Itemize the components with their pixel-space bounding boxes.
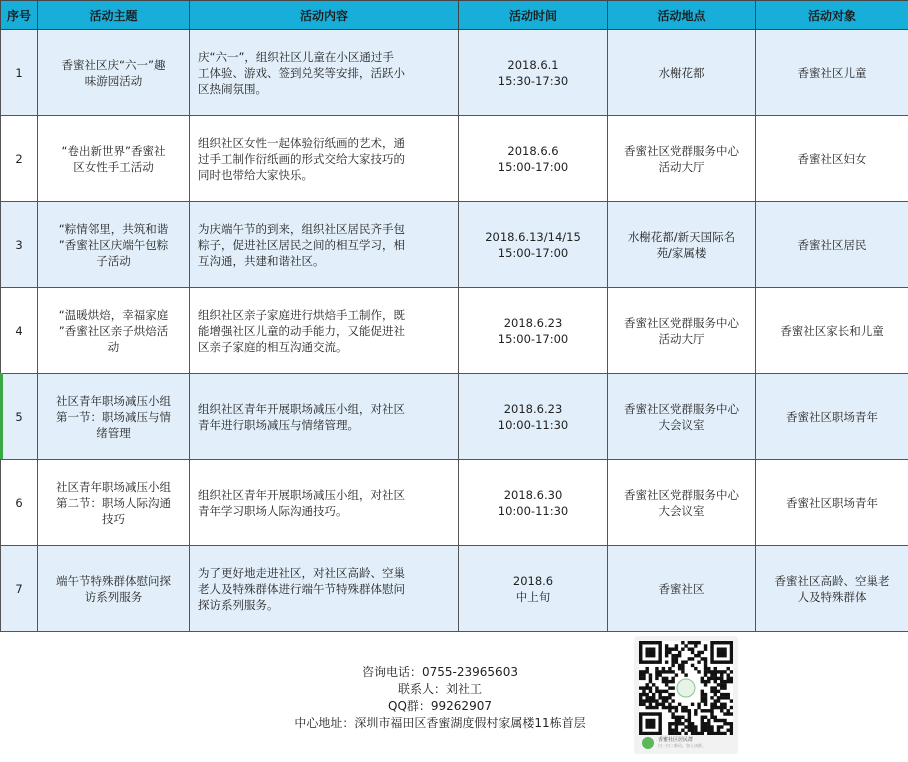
row-target (756, 288, 908, 374)
row-time-line: 15:00-17:00 (497, 245, 569, 260)
row-target-line: 香蜜社区职场青年 (786, 409, 878, 424)
row-number: 4 (1, 288, 38, 374)
row-target (756, 30, 908, 116)
row-topic-line: “温暖烘焙，幸福家庭 (58, 307, 169, 322)
row-topic (38, 288, 190, 374)
row-topic-line: 动 (107, 339, 120, 354)
row-place-line: 香蜜社区党群服务中心 (624, 315, 739, 330)
row-place-line: 大会议室 (658, 503, 705, 518)
row-content-line: 组织社区女性一起体验衍纸画的艺术，通 (198, 135, 405, 150)
contact-qq: QQ群：99262907 (388, 699, 492, 713)
row-time-line: 2018.6.1 (507, 57, 559, 72)
row-place-line: 香蜜社区 (658, 581, 705, 596)
table-row (1, 546, 908, 632)
row-place (608, 288, 756, 374)
row-time-line: 2018.6.23 (503, 401, 563, 416)
row-time (459, 116, 608, 202)
row-content-line: 组织社区青年开展职场减压小组，对社区 (198, 401, 405, 416)
row-target-line: 香蜜社区高龄、空巢老 (774, 573, 890, 588)
contact-info (240, 664, 640, 732)
row-number: 6 (1, 460, 38, 546)
row-content-line: 组织社区亲子家庭进行烘焙手工制作，既 (198, 307, 405, 322)
row-time-line: 2018.6.6 (507, 143, 559, 158)
table-row (1, 116, 908, 202)
row-topic (38, 116, 190, 202)
row-time (459, 460, 608, 546)
row-topic-line: 绪管理 (96, 425, 131, 440)
row-time-line: 2018.6 (512, 573, 554, 588)
row-place-line: 大会议室 (658, 417, 705, 432)
row-content (190, 460, 459, 546)
row-content (190, 30, 459, 116)
row-topic-line: 子活动 (96, 253, 131, 268)
row-highlight-bar (0, 373, 3, 459)
header-place: 活动地点 (608, 1, 756, 30)
row-time-line: 10:00-11:30 (497, 503, 569, 518)
row-place (608, 116, 756, 202)
row-topic-line: 社区青年职场减压小组 (56, 393, 171, 408)
row-target (756, 460, 908, 546)
row-content (190, 202, 459, 288)
row-content-line: 为了更好地走进社区，对社区高龄、空巢 (198, 565, 405, 580)
table-row (1, 30, 908, 116)
row-content (190, 116, 459, 202)
row-topic (38, 202, 190, 288)
row-content-line: 青年学习职场人际沟通技巧。 (198, 503, 348, 518)
row-topic (38, 374, 190, 460)
row-topic-line: 区女性手工活动 (73, 159, 154, 174)
header-time: 活动时间 (459, 1, 608, 30)
row-content (190, 546, 459, 632)
row-place-line: 水榭花都 (658, 65, 705, 80)
contact-address: 中心地址：深圳市福田区香蜜湖度假村家属楼11栋首层 (294, 716, 586, 730)
contact-person: 联系人：刘社工 (397, 682, 482, 696)
row-target-line: 香蜜社区妇女 (797, 151, 867, 166)
contact-phone: 咨询电话：0755-23965603 (362, 665, 518, 679)
row-content-line: 区亲子家庭的相互沟通交流。 (198, 339, 348, 354)
row-content-line: 为庆端午节的到来，组织社区居民齐手包 (198, 221, 405, 236)
row-topic-line: 访系列服务 (84, 589, 143, 604)
row-content-line: 工体验、游戏、签到兑奖等安排，活跃小 (198, 65, 405, 80)
row-topic (38, 460, 190, 546)
table-body (1, 30, 908, 632)
row-topic-line: 端午节特殊群体慰问探 (56, 573, 171, 588)
row-content-line: 能增强社区儿童的动手能力，又能促进社 (198, 323, 405, 338)
row-content-line: 互沟通，共建和谐社区。 (198, 253, 325, 268)
row-time-line: 2018.6.30 (503, 487, 563, 502)
row-topic-line: “卷出新世界”香蜜社 (61, 143, 166, 158)
row-time (459, 288, 608, 374)
header-target: 活动对象 (756, 1, 908, 30)
row-target-line: 香蜜社区职场青年 (786, 495, 878, 510)
row-place (608, 202, 756, 288)
row-time-line: 2018.6.23 (503, 315, 563, 330)
row-place (608, 374, 756, 460)
row-topic-line: 香蜜社区庆“六一”趣 (61, 57, 166, 72)
qr-group-name: 香蜜社区居民群 (658, 737, 694, 743)
table-row (1, 288, 908, 374)
row-place (608, 30, 756, 116)
row-content-line: 庆“六一”，组织社区儿童在小区通过手 (198, 49, 394, 64)
row-content (190, 374, 459, 460)
row-target-line: 香蜜社区居民 (797, 237, 867, 252)
row-time-line: 2018.6.13/14/15 (485, 229, 581, 244)
row-time-line: 15:00-17:00 (497, 159, 569, 174)
row-time-line: 10:00-11:30 (497, 417, 569, 432)
row-target (756, 546, 908, 632)
row-content-line: 同时也带给大家快乐。 (198, 167, 313, 182)
row-place-line: 香蜜社区党群服务中心 (624, 401, 739, 416)
row-place-line: 香蜜社区党群服务中心 (624, 143, 739, 158)
row-content-line: 青年进行职场减压与情绪管理。 (198, 417, 359, 432)
qr-code-card (634, 636, 738, 754)
row-time-line: 15:00-17:00 (497, 331, 569, 346)
header-number: 序号 (1, 1, 38, 30)
row-target-line: 香蜜社区儿童 (797, 65, 867, 80)
row-content-line: 探访系列服务。 (198, 597, 279, 612)
row-content-line: 老人及特殊群体进行端午节特殊群体慰问 (198, 581, 405, 596)
row-topic (38, 30, 190, 116)
row-number: 3 (1, 202, 38, 288)
row-time-line: 中上旬 (515, 589, 551, 604)
row-place-line: 香蜜社区党群服务中心 (624, 487, 739, 502)
row-place-line: 水榭花都/新天国际名 (627, 229, 736, 244)
row-number: 1 (1, 30, 38, 116)
table-row (1, 202, 908, 288)
qr-code-icon (639, 641, 733, 735)
table-row (1, 460, 908, 546)
row-time (459, 546, 608, 632)
row-place (608, 546, 756, 632)
row-target-line: 香蜜社区家长和儿童 (780, 323, 884, 338)
qr-instruction: 扫一扫二维码，加入该群。 (658, 743, 706, 748)
row-content (190, 288, 459, 374)
row-content-line: 组织社区青年开展职场减压小组，对社区 (198, 487, 405, 502)
row-place-line: 苑/家属楼 (656, 245, 707, 260)
row-time (459, 374, 608, 460)
row-place (608, 460, 756, 546)
row-place-line: 活动大厅 (658, 331, 705, 346)
row-time-line: 15:30-17:30 (497, 73, 569, 88)
row-number: 5 (1, 374, 38, 460)
row-topic-line: 第一节：职场减压与情 (56, 409, 171, 424)
row-number: 2 (1, 116, 38, 202)
table-header-row (1, 1, 908, 30)
row-target (756, 116, 908, 202)
qr-caption (634, 734, 738, 752)
group-logo-icon (642, 737, 654, 749)
row-topic-line: 味游园活动 (84, 73, 143, 88)
row-content-line: 粽子，促进社区居民之间的相互学习，相 (198, 237, 405, 252)
row-topic (38, 546, 190, 632)
header-content: 活动内容 (190, 1, 459, 30)
table-row (1, 374, 908, 460)
header-topic: 活动主题 (38, 1, 190, 30)
row-topic-line: 技巧 (102, 511, 125, 526)
row-time (459, 30, 608, 116)
row-topic-line: ”香蜜社区亲子烘焙活 (58, 323, 169, 338)
row-content-line: 过手工制作衍纸画的形式交给大家技巧的 (198, 151, 405, 166)
row-topic-line: “粽情邻里，共筑和谐 (58, 221, 169, 236)
row-topic-line: ”香蜜社区庆端午包粽 (58, 237, 169, 252)
row-place-line: 活动大厅 (658, 159, 705, 174)
row-time (459, 202, 608, 288)
row-target (756, 374, 908, 460)
row-target-line: 人及特殊群体 (797, 589, 867, 604)
row-content-line: 区热闹氛围。 (198, 81, 267, 96)
row-target (756, 202, 908, 288)
row-topic-line: 社区青年职场减压小组 (56, 479, 171, 494)
row-number: 7 (1, 546, 38, 632)
row-topic-line: 第二节：职场人际沟通 (56, 495, 171, 510)
